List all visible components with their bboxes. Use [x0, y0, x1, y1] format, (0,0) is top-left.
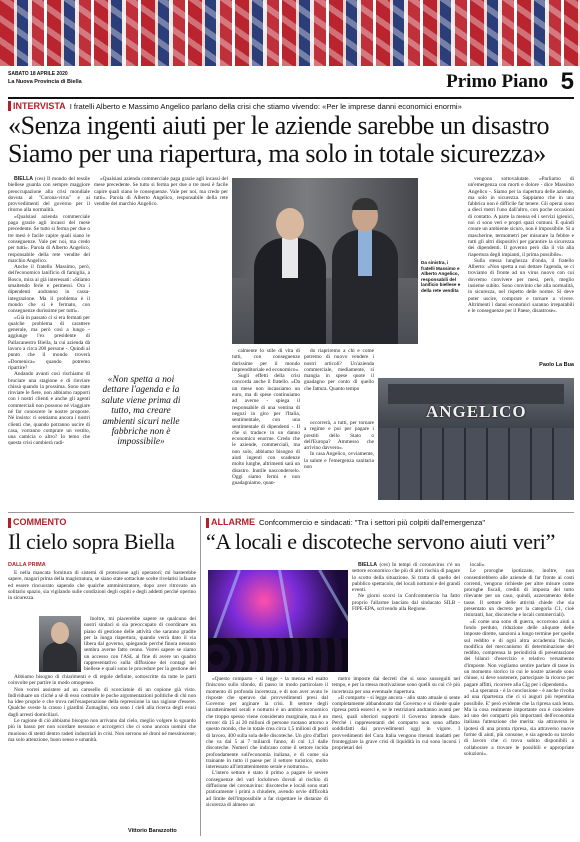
alarm-tag [206, 517, 255, 528]
top-col1-continued: «Qualsiasi azienda commerciale paga grazie agli incassi del mese precedente. Se tutto si ferma per due o tre mesi è facile capire quali siano le conseguenze. Vale per noi, ma credo per tutti». Parola di Alberto Angelico, responsabile della rete vendite del marchio Angelico. [94, 176, 228, 208]
comment-author: Vittorio Barazzotto [128, 828, 177, 834]
top-col1-p1: (ces) Il mondo del tessile biellese guarda con sempre maggiore preoccupazione alla crisi mondiale dovuta al "Corona-virus" e ai provvedimenti del governo per il ritorno alla normalità. [8, 176, 90, 214]
alarm-headline: “A locali e discoteche servono aiuti veri” [206, 529, 556, 554]
nightclub-photo [208, 570, 348, 672]
pull-quote: «Non spetta a noi dettare l'agenda e la salute viene prima di tutto, ma creare ambienti sicuri nelle fabbriche non è impossibile» [101, 375, 181, 448]
top-author: Paolo La Bua [539, 362, 574, 368]
alarm-col3-p4: «La speranza - è la conclusione - è anche rivolta ad una ripartenza che ci si auguri più repentina possibile. E' però evidente che la ripresa sarà lenta. Ma la cosa realmente importante ora è concedere ad uno dei comparti più importanti dell'economia italiana l'attenzione che merita: sia attraverso le ipotesi di una pronta ripresa, sia attraverso nuove forme di aiuti, più consone, e sia agendo su tavolo di lavoro che ci trova subito disponibili a collaborare a trovare le possibili e appropriate soluzioni». [464, 687, 574, 757]
alarm-p2: Ne giorni scorsi la Confcommercio ha fatto proprio l'allarme lanciato dal sindacato SILB - FIPE-EPA, scrivendo alla Regione. [352, 593, 460, 613]
section-divider [8, 512, 574, 513]
comment-intro [8, 570, 196, 616]
alarm-kicker [206, 517, 574, 528]
top-headline-line-2: Siamo per una riapertura, ma solo in totale sicurezza» [8, 139, 546, 168]
column-divider [200, 516, 201, 836]
top-col5-p2: Sulla stessa lunghezza d'onda, il fratello Alberto: «Non spetta a noi dettare l'agenda, se ci troviamo di fronte ad un virus nuovo con cui dovremo convivere per mesi, però, meglio insieme subito. Sono convinto che alla normalità, in sicurezza, nel rispetto delle norme. Si deve poter uscire, comprare e tornare a vivere. Altrimenti i danni economici saranno irreparabili e le conseguenze per il Paese, disastrose». [468, 257, 574, 315]
dateline-place: BIELLA [14, 176, 34, 182]
tag-bar [8, 101, 11, 111]
tag-bar [8, 518, 11, 528]
alarm-dateline: BIELLA [358, 562, 378, 568]
top-column-1 [8, 176, 90, 506]
alarm-column-2 [332, 676, 460, 836]
top-col5-p1: vengono sottovalutate. «Parliamo di un'emergenza con morti e dolore - dice Massimo Angelico -. Siamo per la riapertura delle aziende, ma solo in sicurezza. Sappiamo che in una fabbrica non è difficile far tenere. Gli operai sono a dieci metri l'uno dall'altro, con poche occasioni di contatto. A parte la mensa ed i servizi igienici, noi ci sono veri e propri spazi comuni. E quindi creare un ambiente sicuro, non è impossibile. Sì a mascherine, termometri per misurare la febbre e tutti gli altri dispositivi per garantire la sicurezza dei dipendenti. Il governo però dia il via alla riapertura degli impianti, il prima possibile». [468, 176, 574, 258]
comment-p4: Non vorrei assistere ad un carosello di scorciatoie di un copione già visto. Individuare un cliché a sé di esso costruire le poche argomentazioni politiche di chi non ha idee proprie e che trova nell'esasperazione della repressione la sua ragione d'essere. Qualche sveste la crasso i giardini Zumaglini, ora sono i cieli alla ricerca degli evasi dagli arresti domiciliari. [8, 686, 196, 718]
top-kicker-text: I fratelli Alberto e Massimo Angelico parlano della crisi che stiamo vivendo: «Per le imprese danni economici enormi» [69, 101, 462, 111]
interview-tag [8, 101, 66, 112]
top-col4-p2: In casa Angelico, ovviamente, la salute e l'emergenza sanitaria non [304, 451, 374, 471]
store-frame [388, 384, 564, 404]
angelico-brothers-photo [232, 178, 418, 344]
alarm-column-3 [464, 562, 574, 836]
comment-headline: Il cielo sopra Biella [8, 529, 175, 554]
top-headline [8, 112, 574, 168]
top-col1-p2: «Qualsiasi azienda commerciale paga grazie agli incassi del mese precedente. Se tutto si ferma per due o tre mesi è facile capire quali siano le conseguenze. Vale per noi, ma credo per tutti». Parola di Alberto Angelico, responsabile della rete vendite del marchio Angelico. [8, 213, 90, 264]
top-col1-p4: «Già in passato ci si era fermati per qualche problema di carattere generale, ma però così a lungo - aggiunge l'ex presidente di Pallacanestro Biella, la cui azienda dà lavoro a circa 200 persone -. Quindi al punto che il mondo troverà «Domenica» quando potremo ripartire? [8, 314, 90, 371]
alarm-kicker-text: Confcommercio e sindacati: "Tra i settori più colpiti dall'emergenza" [259, 517, 486, 527]
comment-label: DALLA PRIMA [8, 562, 46, 568]
person-massimo [332, 200, 398, 344]
alarm-column-1 [206, 676, 328, 836]
alarm-column-2-top [352, 562, 460, 674]
issue-date: SABATO 18 APRILE 2020 [8, 71, 68, 77]
top-col4-p1: occorrerà, a tutti, per tornare a regime e poi per pagare i prestiti dello Stato o dell'Europa? Ammesso che arrivino davvero». [304, 420, 374, 452]
top-col1-p5: Andando avanti così rischiamo di bruciare una stagione e di rinviare chissà quando la prossima. Sono state rinviate le fiere, non abbiamo rapporti con i nostri clienti e anche gli agenti commerciali non possono né viaggiare né far conoscere le nostre proposte. Né insisto: ci sentiamo ancora i nostri clienti che, quando potranno uscire di casa, vorranno comprare un vestito, una camicia o altro? Io temo che questa crisi cambierà radi- [8, 371, 90, 447]
comment-body [8, 674, 196, 826]
comment-kicker [8, 517, 66, 528]
alarm-col2-p2: «Il comparto - si legge ancora - allo stato attuale si sente completamente abbandonato dal Governo e si chiede quale ripresa potrà esserci e, se le restrizioni andranno avanti per mesi, quali ulteriori supporti il Governo intende dare. Perché i rappresentanti del comparto non sono affatto soddisfatti dai provvedimenti oggi in vigore. I provvedimenti del Cura Italia vengono ritenuti inadatti per fronteggiare la grave crisi di liquidità in cui sono incorsi i proprietari dei [332, 694, 460, 752]
alarm-p1: (ces) In tempi di coronavirus c'è un settore economico che più di altri rischia di pagare lo scotto della situazione. Si tratta di quello del pubblico spettacolo, dei locali notturni e dei grandi eventi. [352, 562, 460, 594]
top-column-2-upper [94, 176, 228, 372]
alarm-col2-p1: metro imposte dai decreti che si sono susseguiti nel tempo, e per la stessa motivazione sono quelli su cui c'è più incertezza per una eventuale riapertura. [332, 676, 460, 695]
author-portrait [39, 616, 81, 672]
top-col1-p3: Anche il fratello Massimo, però, dell'economico lanificio di famiglia, a Bosco, mira ai già interessati: «Stiamo smaltendo ferie e permessi. Ora i dipendenti andranno in cassa-integrazione. Ma il problema è il mondo che si è fermato, con conseguenze durissime per tutti». [8, 264, 90, 315]
comment-p1: E nella mancata fornitura di sistemi di protezione agli operatori; mi basterebbe sapere, magari prima della magistratura, se siano state sottaciute scelte rivelatisi infauste ed essere rincuorato sapendo che qualche amministratore, dopo aver ritrovato un solitario spazio, sia vigilando sulle condizioni degli ospiti e degli addetti perché operino in sicurezza. [8, 570, 196, 602]
tag-bar [206, 518, 209, 528]
photo-caption: Da sinistra, i fratelli Massimo e Alberto Angelico, responsabili del lanificio biellese e della rete vendita [421, 260, 461, 293]
top-headline-line-1: «Senza ingenti aiuti per le aziende sarebbe un disastro [8, 111, 550, 140]
person-alberto [254, 208, 324, 344]
alarm-tag-label: ALLARME [211, 517, 255, 527]
top-column-2 [232, 348, 300, 506]
angelico-store-photo [378, 378, 574, 500]
crowd [208, 638, 348, 672]
comment-beside-photo [84, 616, 196, 672]
alarm-col3-p3: «E come una sono di guerra, occorrono aiuti a fondo perduto, riduzione delle aliquote delle imposte dirette, sanzioni a lungo termine per quelle sul reddito e di ogni altra accademia fiscale, modifica del meccanismo di determinazione del reddito, comprensa la periodicità di presentazione dei bilanci d'esercizio e relativo versamento d'imposte. Non vogliamo sentire parlare di tasse in un momento storico in cui le nostre aziende sono chiuse, si deve sostenere, partecipare la ricorso per pagare affitti, ricorrere alla Cig per i dipendenti». [464, 618, 574, 688]
comment-tag-label: COMMENTO [13, 517, 67, 527]
interview-tag-label: INTERVISTA [13, 100, 66, 111]
page-number: 5 [560, 68, 574, 95]
masthead [8, 68, 574, 98]
top-col3-p1: do riapriremo a chi e come potremo di nuovo vendere i nostri articoli? Un'azienda commerciale, mediamente, si mangia in spese quote il guadagno per conto di quello che fattura. Quanto tempo [304, 348, 374, 392]
comment-tag [8, 517, 66, 528]
top-column-4 [304, 420, 374, 506]
header-banner-image [0, 0, 580, 66]
top-col2-p2: Sugli effetti della crisi concorda anche il fratello. «Da un mese non incassiamo un euro, ma di spese continuiamo ad averne - spiega il responsabile di una ventina di negozi in giro per l'Italia, sentimentale, con una sentimentale di dipendenti -. Il che si traduce in un danno economico enorme. Credo che le aziende, commerciali, ma non solo, abbiamo bisogno di aiuti ingenti con scadenze molto lunghe, altrimenti sarà un disastro. Inutile nasconderselo. Oggi siamo fermi e non guadagniamo, quan- [232, 373, 300, 487]
header-rule [8, 97, 574, 99]
top-column-5 [468, 176, 574, 364]
section-title: Primo Piano [446, 71, 548, 92]
alarm-p4: L'intero settore è stato il primo a pagare le severe conseguenze del vari lockdown dovuti al rischio di diffusione del coronavirus: discoteche e locali sono stati praticamente i primi a chiudere, avendo orvie difficoltà ad limite dell'impossibile a far rispettare le distanze di sicurezza di almeno un [206, 770, 328, 808]
alarm-p3: «Questo comparto - si legge - la mensa ed esatto finiscono sullo sfondo, di passo in modo particolare il momento di profonda incertezza, e di non aver avuto le risposte che speravo dai provvedimenti presi dal Governo per arginare la crisi. Il settore degli intrattenimenti serali e notturni è un ambito economico che troppo spesso viene considerato marginale, ma è un errore: dà 15 ai 20 milioni di persone ruotano attorno a questo mondo, che in totale crea circa 1,5 milioni di posti di lavoro, 400 sulla sola delle discoteche. Un giro d'affari che va dal 5 ai 7 miliardi l'anno, di cui 1,1 dalle discoteche. Numeri che indicano come il settore incida profondamente sull'economia italiana, e di come sia trainante in tutto il paese per il settore turistico, molto interessato all'intrattenimento serale e notturno». [206, 676, 328, 771]
comment-p3: Abbiamo bisogno di chiarimenti e di regole definite, sottoscritte da tutte le parti coinvolte per partire in modo omogeneo. [8, 674, 196, 687]
alarm-col3-p2: Le proroghe ipotizzate, inoltre, non consentirebbero alle aziende di far fronte ai costi correnti, vengono richieste per altre misure come proroghe fiscali, crediti di imposta del tutto rilevante per un caso, quindi, azzeramento delle tasse. Il settore delle attività chiede che sia presentato un decreto per la categoria C1, cioè ristoranti, bar, discoteche e locali commerciali). [464, 568, 574, 619]
top-col2-p1: calmente lo stile di vita di tutti, con conseguenze durissime per il mondo imprenditoriale ed economico». [232, 348, 300, 373]
comment-p2-start: Inoltre, mi piacerebbe sapere se qualcuno dei nostri sindaci si sia preoccupato di coordinare un piano di gestione delle attività che saranno gradite per la lunga riapertura, quando verrà dato il via libera dal governo, spiegando perché finora nessuno sembra averne fatto cenno. Vorrei sapere se siamo un accesso con l'ASL al fine di avere un quadro rappresentativo sulla diffusione dei contagi nel biellese e quali sono le procedure per la gestione dei [84, 616, 196, 672]
newspaper-name: La Nuova Provincia di Biella [8, 79, 82, 85]
store-sign: ANGELICO [426, 402, 527, 421]
alarm-col3-p1: locali». [470, 562, 486, 568]
store-windows [378, 428, 574, 500]
comment-p5: Le ragione di ciò abbiamo bisogno non arrivano dal cielo, meglio volgere lo sguardo più in basso per non scordare nessuno e accorgerci che ci sono ancora uomini che muoiono di stenti dentro radeti industriali in crisi. Non serrono né droni né messinscene; ma solo attenzione, buon senso e umanità. [8, 718, 196, 743]
